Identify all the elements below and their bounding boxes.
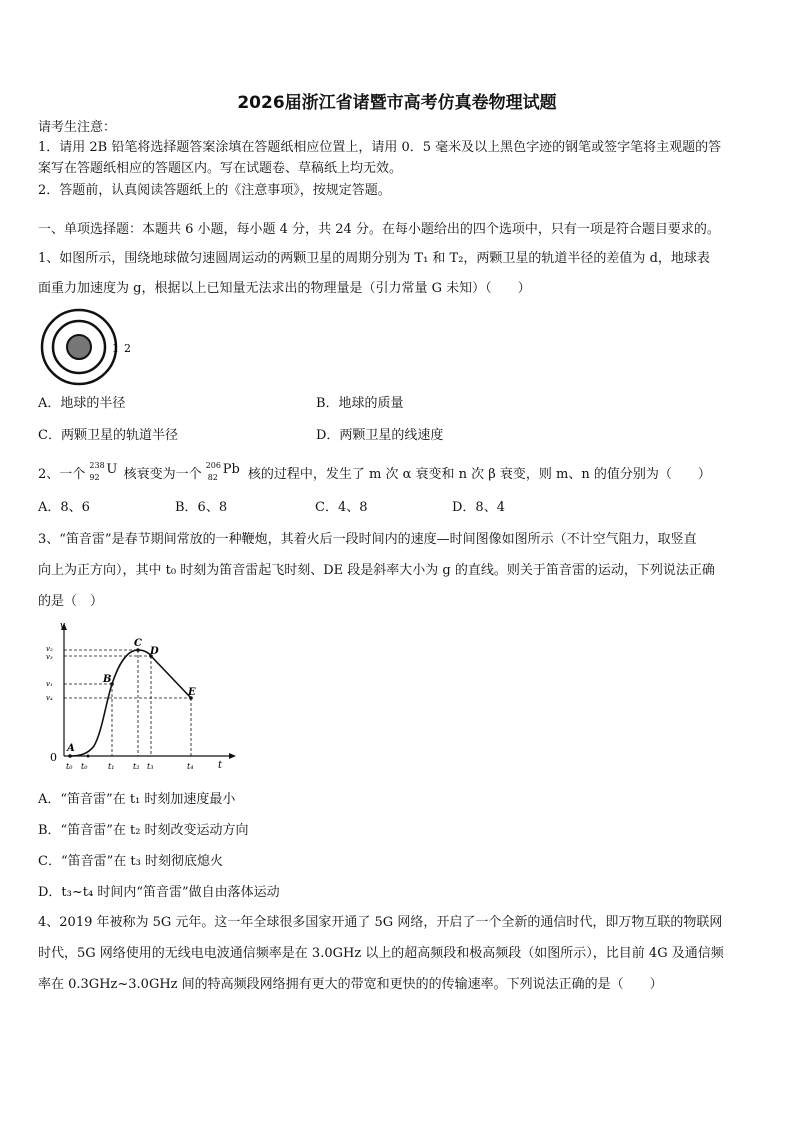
v-axis-label: v — [60, 621, 66, 631]
q4-stem-line1: 4、2019 年被称为 5G 元年。这一年全球很多国家开通了 5G 网络，开启了一个全新的通信时代，即万物互联的物联网 — [38, 915, 723, 930]
lead-mass-number: 206 — [205, 461, 221, 470]
earth-disk — [67, 335, 91, 359]
q3-option-d: D．t₃~t₄ 时间内“笛音雷”做自由落体运动 — [38, 885, 280, 900]
notice-item-2: 2．答题前，认真阅读答题纸上的《注意事项》，按规定答题。 — [38, 183, 391, 198]
velocity-curve — [70, 650, 191, 756]
q1-stem-line1: 1、如图所示，围绕地球做匀速圆周运动的两颗卫星的周期分别为 T₁ 和 T₂，两颗卫星的轨道半径的差值为 d，地球表 — [38, 251, 710, 266]
q2-suffix: 核的过程中，发生了 m 次 α 衰变和 n 次 β 衰变，则 m、n 的值分别为（ ） — [247, 467, 711, 482]
q3-stem-line3: 的是（ ） — [38, 594, 104, 609]
notice-item-1: 1．请用 2B 铅笔将选择题答案涂填在答题纸相应位置上，请用 0．5 毫米及以上黑色字迹的钢笔或签字笔将主观题的答 — [38, 140, 722, 155]
uranium-nuclide — [89, 461, 119, 482]
notice-item-1-cont: 案写在答题纸相应的答题区内。写在试题卷、草稿纸上均无效。 — [38, 161, 403, 176]
uranium-atomic-number: 92 — [89, 473, 100, 482]
q3-option-b: B．“笛音雷”在 t₂ 时刻改变运动方向 — [38, 823, 249, 838]
notice-heading: 请考生注意： — [38, 120, 117, 135]
q1-stem-line2: 面重力加速度为 g，根据以上已知量无法求出的物理量是（引力常量 G 未知）（ ） — [38, 281, 531, 296]
lead-symbol: Pb — [222, 462, 240, 477]
point-d-label: D — [150, 646, 159, 657]
q3-option-c: C．“笛音雷”在 t₃ 时刻彻底熄火 — [38, 854, 223, 869]
point-c-label: C — [134, 638, 142, 649]
q2-option-a: A．8、6 — [38, 500, 90, 515]
q4-stem-line3: 率在 0.3GHz~3.0GHz 间的特高频段网络拥有更大的带宽和更快的的传输速率。下列说法正确的是（ ） — [38, 977, 663, 992]
point-a-label: A — [67, 743, 75, 754]
velocity-time-graph — [40, 620, 240, 775]
q2-option-d: D．8、4 — [452, 500, 505, 515]
q3-stem-line1: 3、“笛音雷”是春节期间常放的一种鞭炮，其着火后一段时间内的速度—时间图像如图所示（不计空气阻力，取竖直 — [38, 532, 697, 547]
point-a — [68, 754, 72, 758]
q3-stem-line2: 向上为正方向），其中 t₀ 时刻为笛音雷起飞时刻、DE 段是斜率大小为 g 的直线。则关于笛音雷的运动，下列说法正确 — [38, 563, 715, 578]
t4-label: t₄ — [187, 762, 194, 771]
lead-atomic-number: 82 — [207, 473, 218, 482]
q1-option-c: C．两颗卫星的轨道半径 — [38, 428, 178, 443]
v4-label: v₄ — [46, 694, 53, 702]
origin-label: 0 — [50, 751, 57, 764]
t0-prime-label: t₀ — [81, 762, 88, 771]
t3-label: t₃ — [147, 762, 154, 771]
q3-option-a: A．“笛音雷”在 t₁ 时刻加速度最小 — [38, 792, 236, 807]
t-axis-label: t — [218, 760, 223, 771]
page-title: 2026届浙江省诸暨市高考仿真卷物理试题 — [237, 93, 557, 113]
v1-label: v₁ — [46, 680, 53, 688]
v2-label: v₂ — [46, 645, 53, 653]
q2-mid: 核衰变为一个 — [123, 467, 202, 482]
q2-option-c: C．4、8 — [315, 500, 368, 515]
q1-option-b: B．地球的质量 — [316, 396, 404, 411]
t2-label: t₂ — [133, 762, 140, 771]
q1-option-d: D．两颗卫星的线速度 — [316, 428, 444, 443]
orbit-figure — [35, 308, 145, 386]
q4-stem-line2: 时代，5G 网络使用的无线电电波通信频率是在 3.0GHz 以上的超高频段和极高频段（如图所示），比目前 4G 及通信频 — [38, 946, 724, 961]
orbit-label-1: 1 — [112, 342, 119, 355]
t0-tick — [87, 755, 90, 758]
t0-label: t₀ — [66, 762, 73, 771]
orbit-label-2: 2 — [124, 342, 131, 355]
point-e-label: E — [188, 687, 196, 698]
lead-nuclide — [205, 461, 244, 482]
point-b-label: B — [103, 674, 112, 685]
section-heading: 一、单项选择题：本题共 6 小题，每小题 4 分，共 24 分。在每小题给出的四个选项中，只有一项是符合题目要求的。 — [38, 222, 720, 237]
uranium-mass-number: 238 — [89, 461, 105, 470]
uranium-symbol: U — [106, 462, 118, 477]
q1-option-a: A．地球的半径 — [38, 396, 126, 411]
t1-label: t₁ — [108, 762, 115, 771]
q2-option-b: B．6、8 — [175, 500, 228, 515]
v3-label: v₃ — [46, 653, 53, 661]
t-axis-arrow — [229, 753, 236, 759]
guide-lines — [64, 650, 191, 756]
q2-stem — [38, 462, 711, 483]
q2-prefix: 2、一个 — [38, 467, 86, 482]
